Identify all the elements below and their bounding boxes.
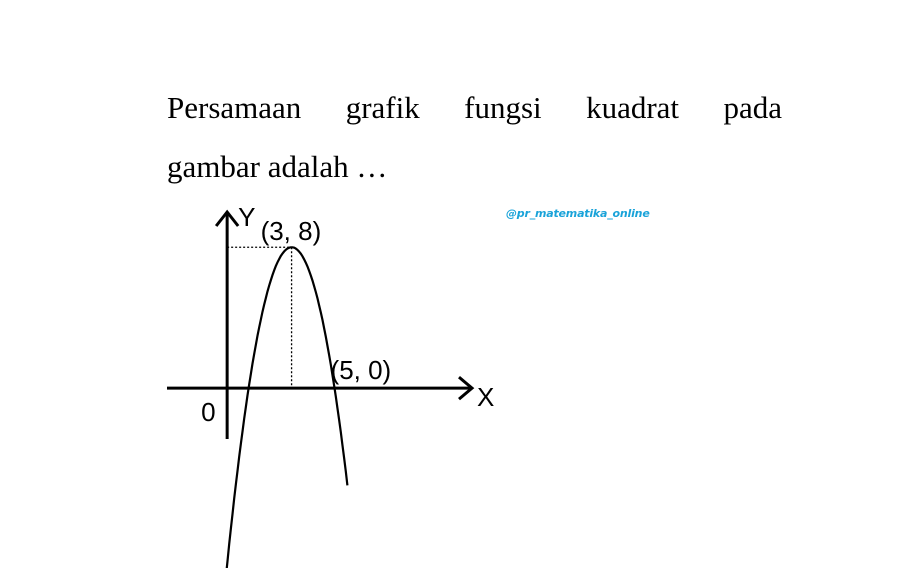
y-axis-label: Y	[238, 202, 256, 232]
question-word: fungsi	[464, 90, 542, 125]
parabola-curve	[214, 247, 347, 568]
question-word: grafik	[345, 90, 420, 125]
x-axis-label: X	[477, 382, 495, 413]
root-point-label: (5, 0)	[330, 355, 392, 386]
origin-label: 0	[201, 397, 216, 428]
question-line-2: gambar adalah …	[167, 149, 388, 184]
question-word: kuadrat	[586, 90, 680, 125]
question-word: Persamaan	[167, 90, 302, 125]
watermark: @pr_matematika_online	[506, 207, 650, 220]
vertex-point-label: (3, 8)	[260, 216, 322, 247]
question-word: pada	[723, 90, 782, 125]
